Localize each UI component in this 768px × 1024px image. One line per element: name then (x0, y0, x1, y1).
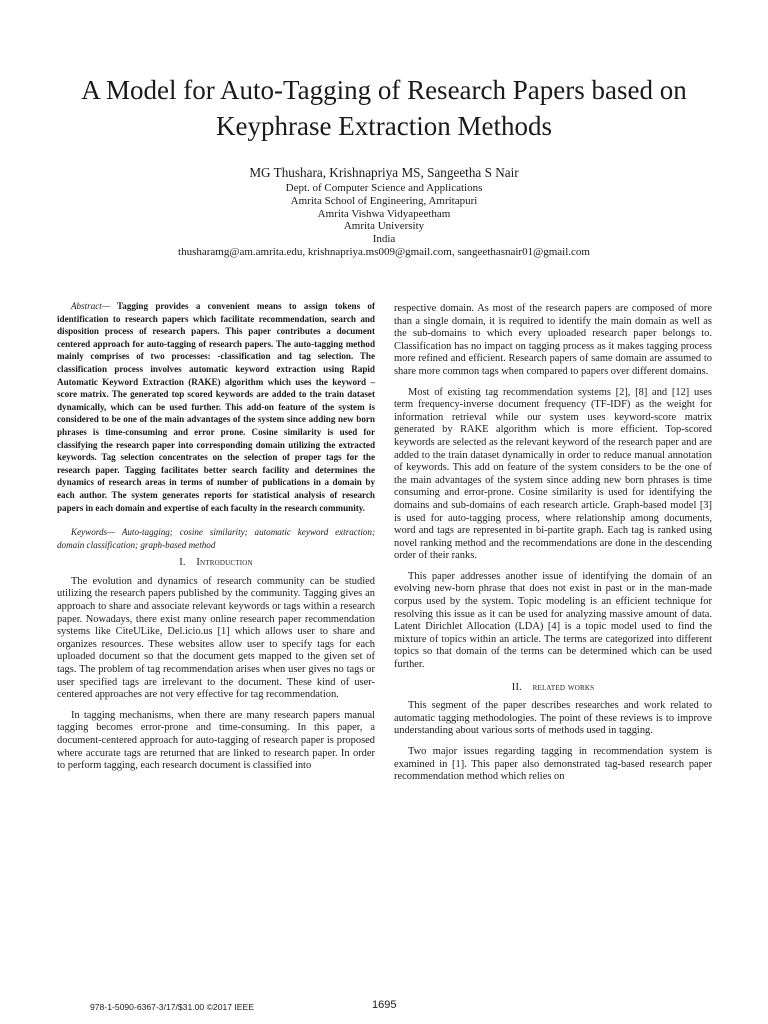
abstract (57, 300, 375, 514)
keywords-label: Keywords— (71, 527, 116, 538)
affiliation-line: Dept. of Computer Science and Applications (285, 182, 483, 194)
paragraph: respective domain. As most of the research papers are composed of more than a single domain, it is required to identify the main domain as well as the sub-domains to which every uploaded research paper belongs to. Classification has no impact on tagging process as it makes tagging process more refined and efficient. Research papers of same domain are assumed to share more common tags when compared to papers over different domains. (394, 303, 712, 377)
keywords (57, 526, 375, 551)
left-column (57, 300, 375, 781)
section-heading-introduction: I. Introduction (179, 557, 253, 569)
paper-title: A Model for Auto-Tagging of Research Papers based on Keyphrase Extraction Methods (81, 75, 687, 141)
author-emails: thusharamg@am.amrita.edu, krishnapriya.ms009@gmail.com, sangeethasnair01@gmail.com (178, 245, 590, 258)
abstract-text: Tagging provides a convenient means to assign tokens of identification to research papers which facilitate recommendation, search and disposition process of research papers. This paper contributes a document centered approach for auto-tagging of research papers. The auto-tagging method mainly comprises of two processes: -classification and tag selection. The classification process involves automatic keyword extraction using Rapid Automatic Keyword Extraction (RAKE) algorithm which uses the keyword – score matrix. The generated top scored keywords are added to the train dataset dynamically, which can be used further. This add-on feature of the system is considered to be one of the main advantages of the system since adding new born phrases is time-consuming and error prone. Cosine similarity is used for classifying the research paper into corresponding domain utilizing the extracted keywords. Tag selection concentrates on the selection of proper tags for the research paper. Tagging facilitates better search facility and determines the dynamics of research areas in terms of number of publications in a domain by each author. The system generates reports for statistical analysis of research papers in each domain and expertise of each faculty in the research community. (57, 301, 375, 513)
paragraph: This paper addresses another issue of identifying the domain of an evolving new-born phrase that does not exist in past or in the man-made corpus used by the system. Topic modeling is an efficient technique for resolving this issue as it can be used for analyzing massive amount of data. Latent Dirichlet Allocation (LDA) [4] is a topic model used to find the mixture of topics within an article. The terms are categorized into different topics so that domain of the terms can be determined which can be used further. (394, 570, 712, 671)
paragraph: Most of existing tag recommendation systems [2], [8] and [12] uses term frequency-inverse document frequency (TF-IDF) as the weight for information retrieval while our system uses keyword-score matrix generated by RAKE algorithm which is more efficient. Top-scored keywords are selected as the relevant keyword of the research paper and are added to the train dataset dynamically in order to reduce manual annotation of keywords. This add on feature of the system considers to be the one of the main advantages of the system since adding new born phrases is time consuming and error-prone. Cosine similarity is used for identifying the domains and sub-domains of each research article. Graph-based model [3] is used for auto-tagging process, where relationship among documents, word and tags are represented in bi-partite graph. Each tag is ranked using novel ranking method and the recommendations are done in the descending order of their ranks. (394, 386, 712, 562)
affiliation-line: India (372, 233, 396, 246)
affiliation-line: Amrita Vishwa Vidyapeetham (317, 207, 451, 220)
abstract-label: Abstract— (71, 301, 110, 311)
affiliation-line: Amrita University (343, 220, 425, 233)
paragraph: In tagging mechanisms, when there are many research papers manual tagging becomes error-prone and time-consuming. In this paper, a document-centered approach for auto-tagging of research paper is proposed where accurate tags are returned that are linked to research paper. In order to perform tagging, each research document is classified into (57, 709, 375, 772)
footer-isbn: 978-1-5090-6367-3/17/$31.00 ©2017 IEEE (90, 1002, 255, 1012)
author-list: MG Thushara, Krishnapriya MS, Sangeetha S Nair (249, 165, 519, 180)
paragraph: This segment of the paper describes researches and work related to automatic tagging methodologies. The point of these reviews is to improve understanding about various sorts of methods used in tagging. (394, 700, 712, 737)
keywords-text: Auto-tagging; cosine similarity; automatic keyword extraction; domain classification; graph-based method (57, 527, 375, 550)
affiliation-block (0, 182, 768, 259)
right-column (394, 303, 712, 792)
paragraph: Two major issues regarding tagging in recommendation system is examined in [1]. This paper also demonstrated tag-based research paper recommendation method which relies on (394, 746, 712, 783)
affiliation-line: Amrita School of Engineering, Amritapuri (290, 194, 478, 207)
page-number: 1695 (372, 999, 397, 1011)
section-heading-related-works: II. related works (511, 681, 595, 693)
paragraph: The evolution and dynamics of research community can be studied utilizing the research papers published by the community. Tagging gives an approach to share and associate relevant keywords or tags within a research paper. Nowadays, there exist many online research paper recommendation systems like CiteULike, Del.icio.us [1] which allows user to share and organizes resources. These websites allow user to specify tags for each uploaded document so that the document gets mapped to the given set of tags. The problem of tag recommendation arises when user gives no tags or user specified tags are irrelevant to the document. These kind of user-centered approaches are not very effective for tag recommendation. (57, 575, 375, 701)
